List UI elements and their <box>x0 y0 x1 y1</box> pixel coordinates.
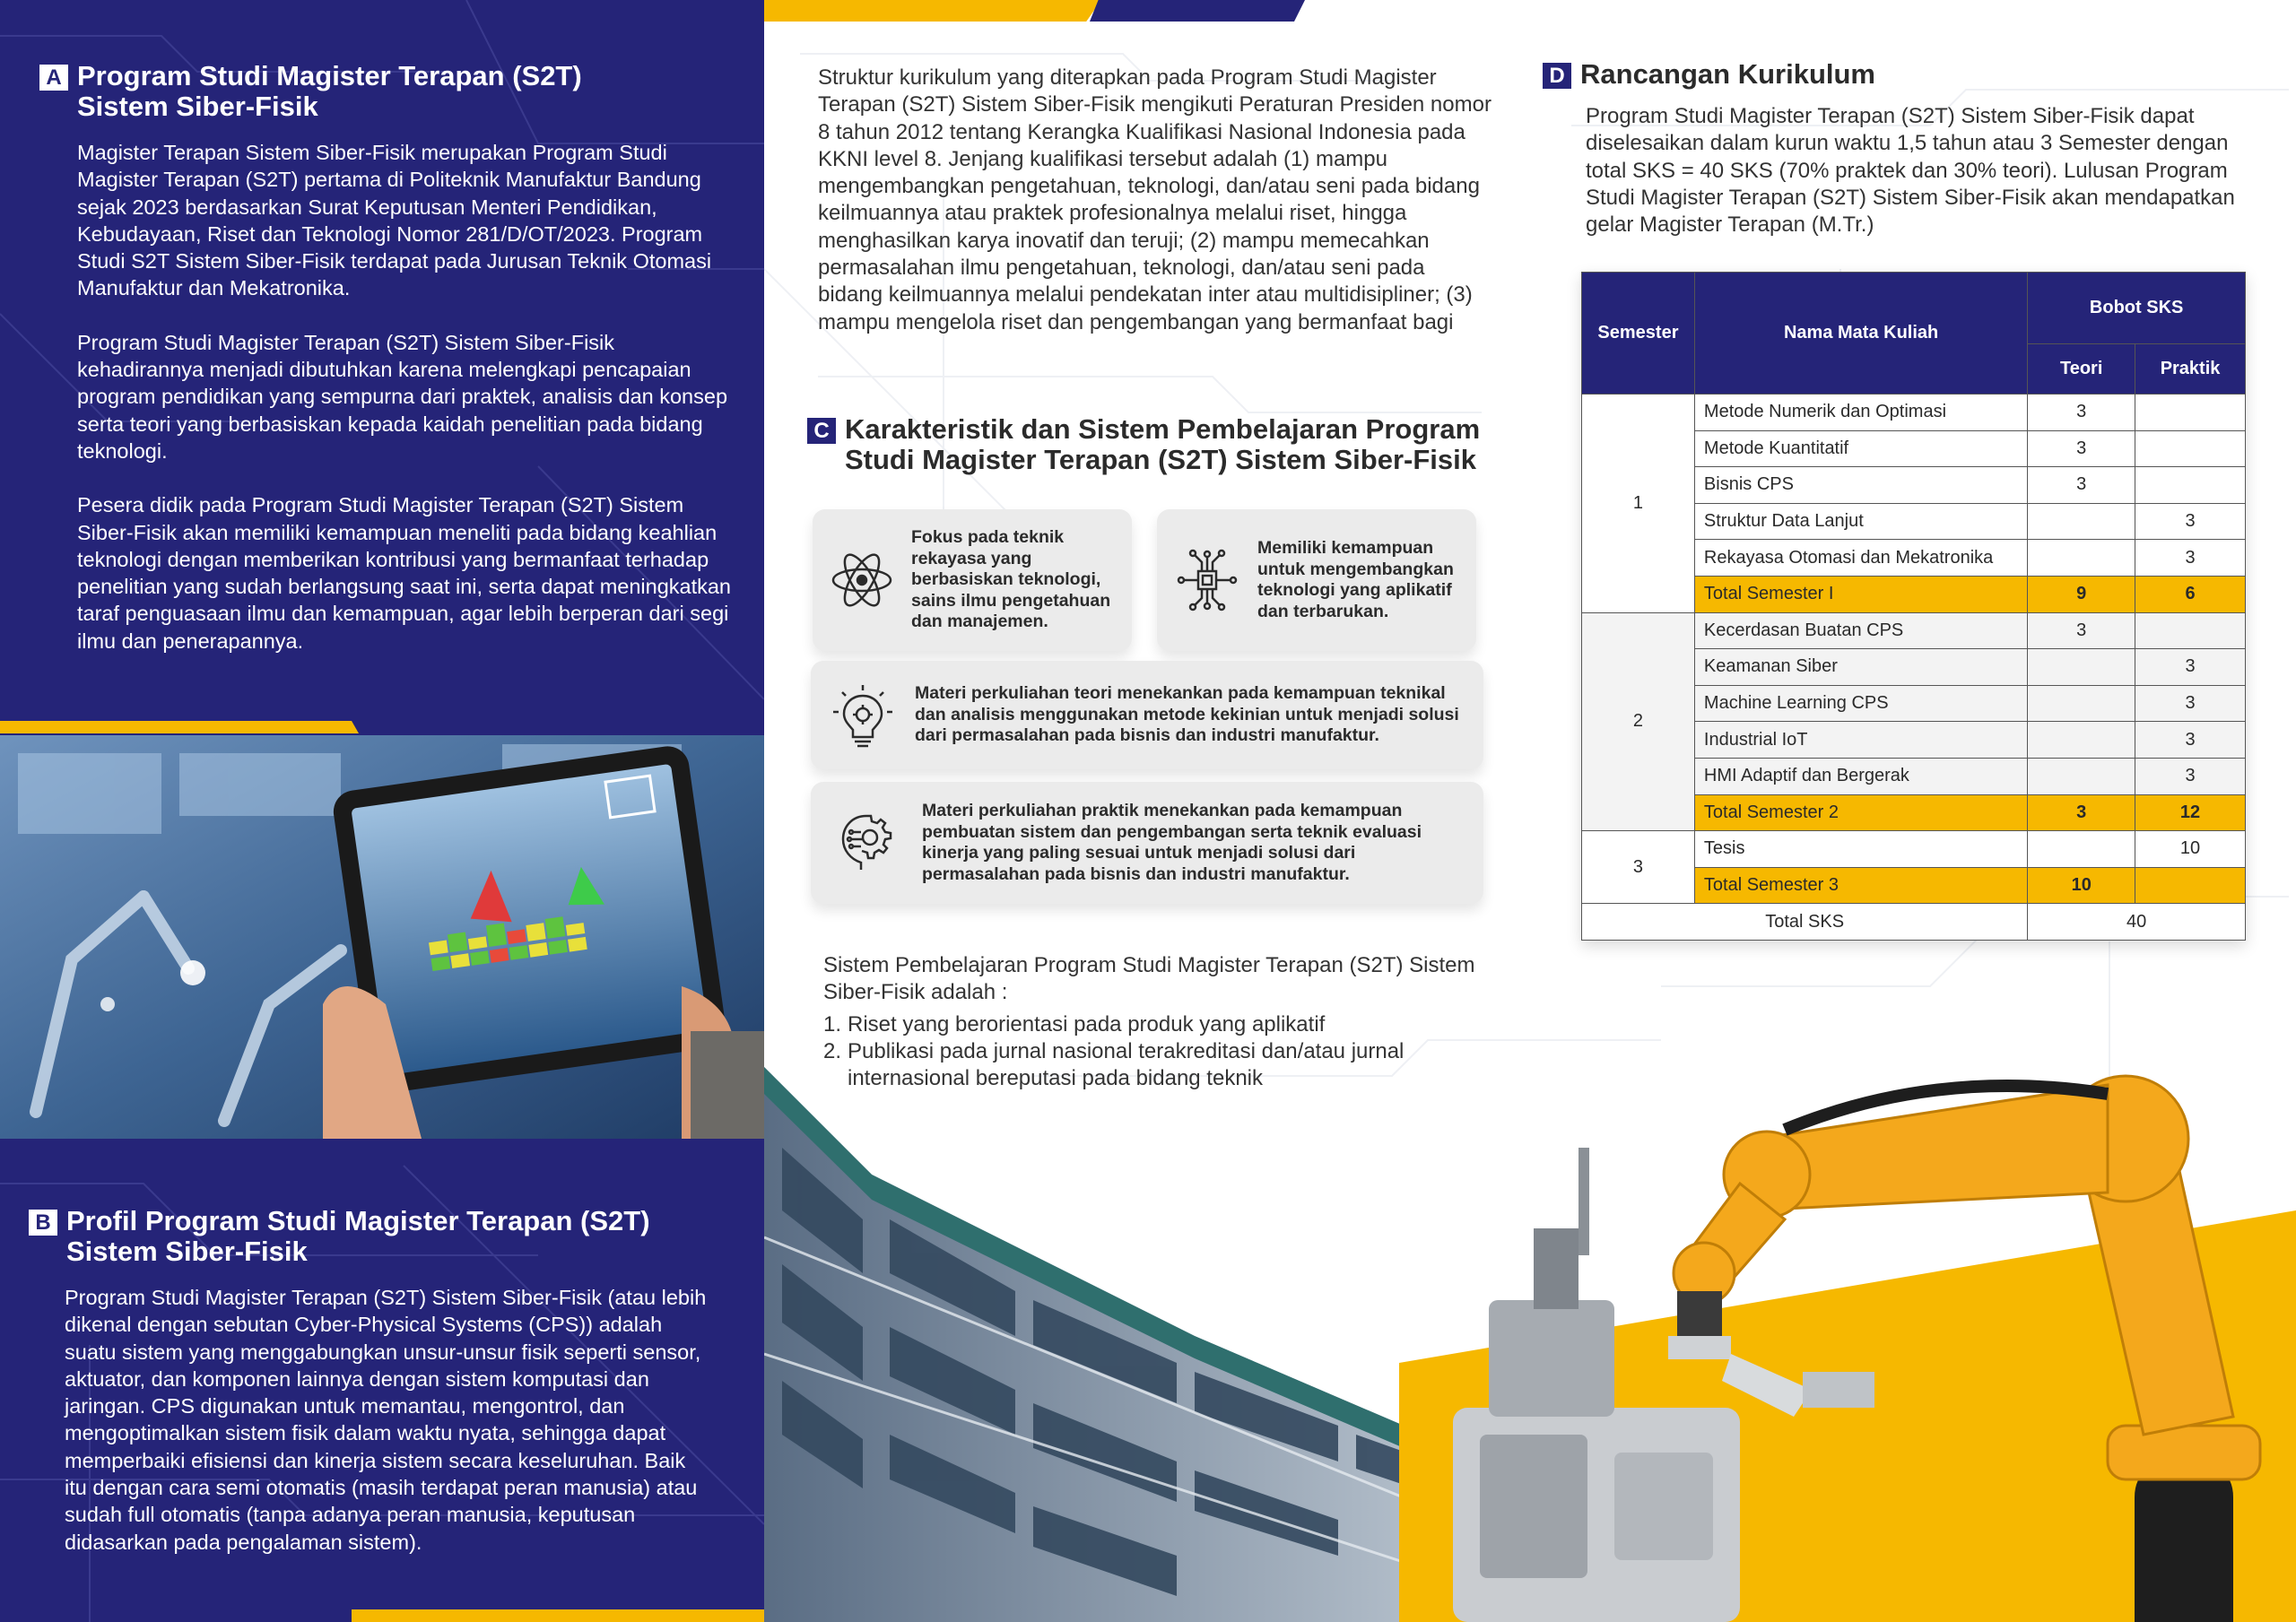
semester-3-cell: 3 <box>1582 831 1695 904</box>
feature-card-2-text: Memiliki kemampuan untuk mengembangkan teknologi yang aplikatif dan terbarukan. <box>1257 538 1454 621</box>
feature-card-4-text: Materi perkuliahan praktik menekankan pada kemampuan pembuatan sistem dan pengembangan serta teknik evaluasi kinerja yang paling sesuai untuk menjadi solusi dari permasalahan pada bisnis dan industri manufaktur. <box>922 801 1422 884</box>
semester-total-teori: 3 <box>2028 794 2135 831</box>
course-praktik: 3 <box>2135 722 2246 759</box>
list-item-number: 1. <box>823 1011 842 1037</box>
course-name: Industrial IoT <box>1694 722 2027 759</box>
course-teori <box>2028 503 2135 540</box>
left-yellow-strip-middle <box>0 721 359 733</box>
section-a-body <box>77 139 741 681</box>
section-a-paragraph-2: Program Studi Magister Terapan (S2T) Sistem Siber-Fisik kehadirannya menjadi dibutuhkan karena melengkapi pencapaian program pendidikan yang sempurna dari praktek, analisis dan konsep serta teori yang berbasiskan kepada kaidah penelitian pada bidang teknologi. <box>77 330 728 463</box>
section-a-heading <box>39 61 582 122</box>
course-name: HMI Adaptif dan Bergerak <box>1694 758 2027 794</box>
course-praktik: 3 <box>2135 758 2246 794</box>
section-b-paragraph-1: Program Studi Magister Terapan (S2T) Sistem Siber-Fisik (atau lebih dikenal dengan sebutan Cyber-Physical Systems (CPS)) adalah suatu sistem yang menggabungkan unsur-unsur fisik seperti sensor, aktuator, dan komponen lainnya dengan sistem komputasi dan jaringan. CPS digunakan untuk memantau, mengontrol, dan mengoptimalkan sistem fisik dalam waktu nyata, sehingga dapat memperbaiki efisiensi dan kinerja sistem secara keseluruhan. Baik itu dengan cara semi otomatis (masih terdapat peran manusia) atau sudah full otomatis (tanpa adanya peran manusia, keputusan didasarkan pada pengalaman sistem). <box>65 1286 707 1554</box>
section-a-paragraph-1: Magister Terapan Sistem Siber-Fisik merupakan Program Studi Magister Terapan (S2T) pertama di Politeknik Manufaktur Bandung sejak 2023 berdasarkan Surat Keputusan Menteri Pendidikan, Kebudayaan, Riset dan Teknologi Nomor 281/D/OT/2023. Program Studi S2T Sistem Siber-Fisik terdapat pada Jurusan Teknik Otomasi Manufaktur dan Mekatronika. <box>77 141 712 300</box>
section-b-title-line1: Profil Program Studi Magister Terapan (S2T) <box>66 1205 650 1236</box>
section-d-letter: D <box>1543 63 1571 89</box>
section-a-letter: A <box>39 65 68 91</box>
semester-total-label: Total Semester I <box>1694 576 2027 612</box>
course-praktik <box>2135 430 2246 467</box>
course-teori: 3 <box>2028 430 2135 467</box>
section-b-heading <box>29 1206 650 1267</box>
course-name: Struktur Data Lanjut <box>1694 503 2027 540</box>
course-name: Kecerdasan Buatan CPS <box>1694 612 2027 649</box>
course-teori <box>2028 722 2135 759</box>
course-teori: 3 <box>2028 612 2135 649</box>
section-a-paragraph-3: Pesera didik pada Program Studi Magister Terapan (S2T) Sistem Siber-Fisik akan memiliki kemampuan meneliti pada bidang keahlian teknologi dengan memberikan kontribusi yang bermanfaat terhadap penelitian yang sudah berlangsung saat ini, serta dapat meningkatkan taraf penguasaan ilmu dan kemampuan, agar lebih berperan dari segi ilmu dan penerapannya. <box>77 493 732 653</box>
semester-total-teori: 10 <box>2028 867 2135 904</box>
feature-card-4 <box>811 782 1483 904</box>
list-item-text: Publikasi pada jurnal nasional terakreditasi dan/atau jurnal internasional bereputasi pada bidang teknik <box>848 1038 1405 1091</box>
course-praktik: 3 <box>2135 540 2246 577</box>
gear-circuit-head-icon <box>811 811 922 875</box>
curriculum-table <box>1581 272 2246 941</box>
course-teori <box>2028 758 2135 794</box>
feature-card-1 <box>813 509 1132 651</box>
course-name: Metode Kuantitatif <box>1694 430 2027 467</box>
header-semester: Semester <box>1582 273 1695 395</box>
section-b-title-line2: Sistem Siber-Fisik <box>66 1236 308 1267</box>
semester-total-praktik: 12 <box>2135 794 2246 831</box>
table-row <box>1582 395 2246 431</box>
section-a-title-line2: Sistem Siber-Fisik <box>77 91 318 122</box>
circuit-chip-icon <box>1157 548 1257 612</box>
list-item-number: 2. <box>823 1038 842 1063</box>
section-b-letter: B <box>29 1210 57 1236</box>
course-praktik <box>2135 467 2246 504</box>
course-teori: 3 <box>2028 467 2135 504</box>
list-item-text: Riset yang berorientasi pada produk yang aplikatif <box>848 1011 1326 1037</box>
semester-2-cell: 2 <box>1582 612 1695 831</box>
left-yellow-strip-bottom <box>352 1609 764 1622</box>
course-praktik <box>2135 395 2246 431</box>
semester-total-label: Total Semester 3 <box>1694 867 2027 904</box>
grand-total-value: 40 <box>2028 904 2246 941</box>
curriculum-intro-text: Struktur kurikulum yang diterapkan pada Program Studi Magister Terapan (S2T) Sistem Siber-Fisik mengikuti Peraturan Presiden nomor 8 tahun 2012 tentang Kerangka Kualifikasi Nasional Indonesia pada KKNI level 8. Jenjang kualifikasi tersebut adalah (1) mampu mengembangkan pengetahuan, teknologi, dan/atau seni pada bidang keilmuannya atau praktek profesionalnya melalui riset, hingga menghasilkan karya inovatif dan teruji; (2) mampu memecahkan permasalahan ilmu pengetahuan, teknologi, dan/atau seni pada bidang keilmuannya melalui pendekatan inter atau multidisipliner; (3) mampu mengelola riset dan pengembangan yang bermanfaat bagi <box>818 65 1492 334</box>
atom-icon <box>813 549 911 612</box>
feature-card-2 <box>1157 509 1476 651</box>
lightbulb-gear-icon <box>811 683 915 748</box>
top-navy-accent <box>1090 0 1305 22</box>
list-item <box>823 1011 1492 1038</box>
course-praktik: 3 <box>2135 685 2246 722</box>
course-praktik <box>2135 612 2246 649</box>
section-c-title-line2: Studi Magister Terapan (S2T) Sistem Siber-Fisik <box>845 444 1476 475</box>
feature-card-3 <box>811 661 1483 769</box>
grand-total-row <box>1582 904 2246 941</box>
course-teori <box>2028 649 2135 686</box>
course-name: Tesis <box>1694 831 2027 868</box>
section-d-heading <box>1543 59 1875 90</box>
table-row <box>1582 831 2246 868</box>
section-b-body <box>65 1284 710 1583</box>
section-c-title-line1: Karakteristik dan Sistem Pembelajaran Program <box>845 413 1481 445</box>
semester-1-cell: 1 <box>1582 395 1695 613</box>
learning-system-intro: Sistem Pembelajaran Program Studi Magister Terapan (S2T) Sistem Siber-Fisik adalah : <box>823 953 1475 1005</box>
course-name: Rekayasa Otomasi dan Mekatronika <box>1694 540 2027 577</box>
course-name: Metode Numerik dan Optimasi <box>1694 395 2027 431</box>
grand-total-label: Total SKS <box>1582 904 2028 941</box>
header-praktik: Praktik <box>2135 344 2246 395</box>
table-row <box>1582 612 2246 649</box>
course-praktik: 3 <box>2135 649 2246 686</box>
semester-total-praktik: 6 <box>2135 576 2246 612</box>
header-nama-mata-kuliah: Nama Mata Kuliah <box>1694 273 2027 395</box>
robot-arm-illustration <box>1399 1031 2296 1622</box>
feature-card-1-text: Fokus pada teknik rekayasa yang berbasiskan teknologi, sains ilmu pengetahuan dan manajemen. <box>911 527 1111 632</box>
section-c-heading <box>807 414 1480 475</box>
header-teori: Teori <box>2028 344 2135 395</box>
course-teori <box>2028 831 2135 868</box>
semester-total-label: Total Semester 2 <box>1694 794 2027 831</box>
section-c-letter: C <box>807 418 836 444</box>
section-d-body: Program Studi Magister Terapan (S2T) Sistem Siber-Fisik dapat diselesaikan dalam kurun waktu 1,5 tahun atau 3 Semester dengan total SKS = 40 SKS (70% praktek dan 30% teori). Lulusan Program Studi Magister Terapan (S2T) Sistem Siber-Fisik akan mendapatkan gelar Magister Terapan (M.Tr.) <box>1586 104 2235 238</box>
header-bobot-sks: Bobot SKS <box>2028 273 2246 344</box>
course-teori <box>2028 685 2135 722</box>
semester-total-teori: 9 <box>2028 576 2135 612</box>
course-teori <box>2028 540 2135 577</box>
course-teori: 3 <box>2028 395 2135 431</box>
section-d-title: Rancangan Kurikulum <box>1580 58 1875 90</box>
course-name: Keamanan Siber <box>1694 649 2027 686</box>
section-a-title-line1: Program Studi Magister Terapan (S2T) <box>77 60 582 91</box>
course-praktik: 3 <box>2135 503 2246 540</box>
course-name: Machine Learning CPS <box>1694 685 2027 722</box>
ar-tablet-factory-photo <box>0 735 764 1139</box>
course-praktik: 10 <box>2135 831 2246 868</box>
course-name: Bisnis CPS <box>1694 467 2027 504</box>
feature-card-3-text: Materi perkuliahan teori menekankan pada kemampuan teknikal dan analisis menggunakan metode kekinian untuk menjadi solusi dari permasalahan pada bisnis dan industri manufaktur. <box>915 683 1459 746</box>
semester-total-praktik <box>2135 867 2246 904</box>
